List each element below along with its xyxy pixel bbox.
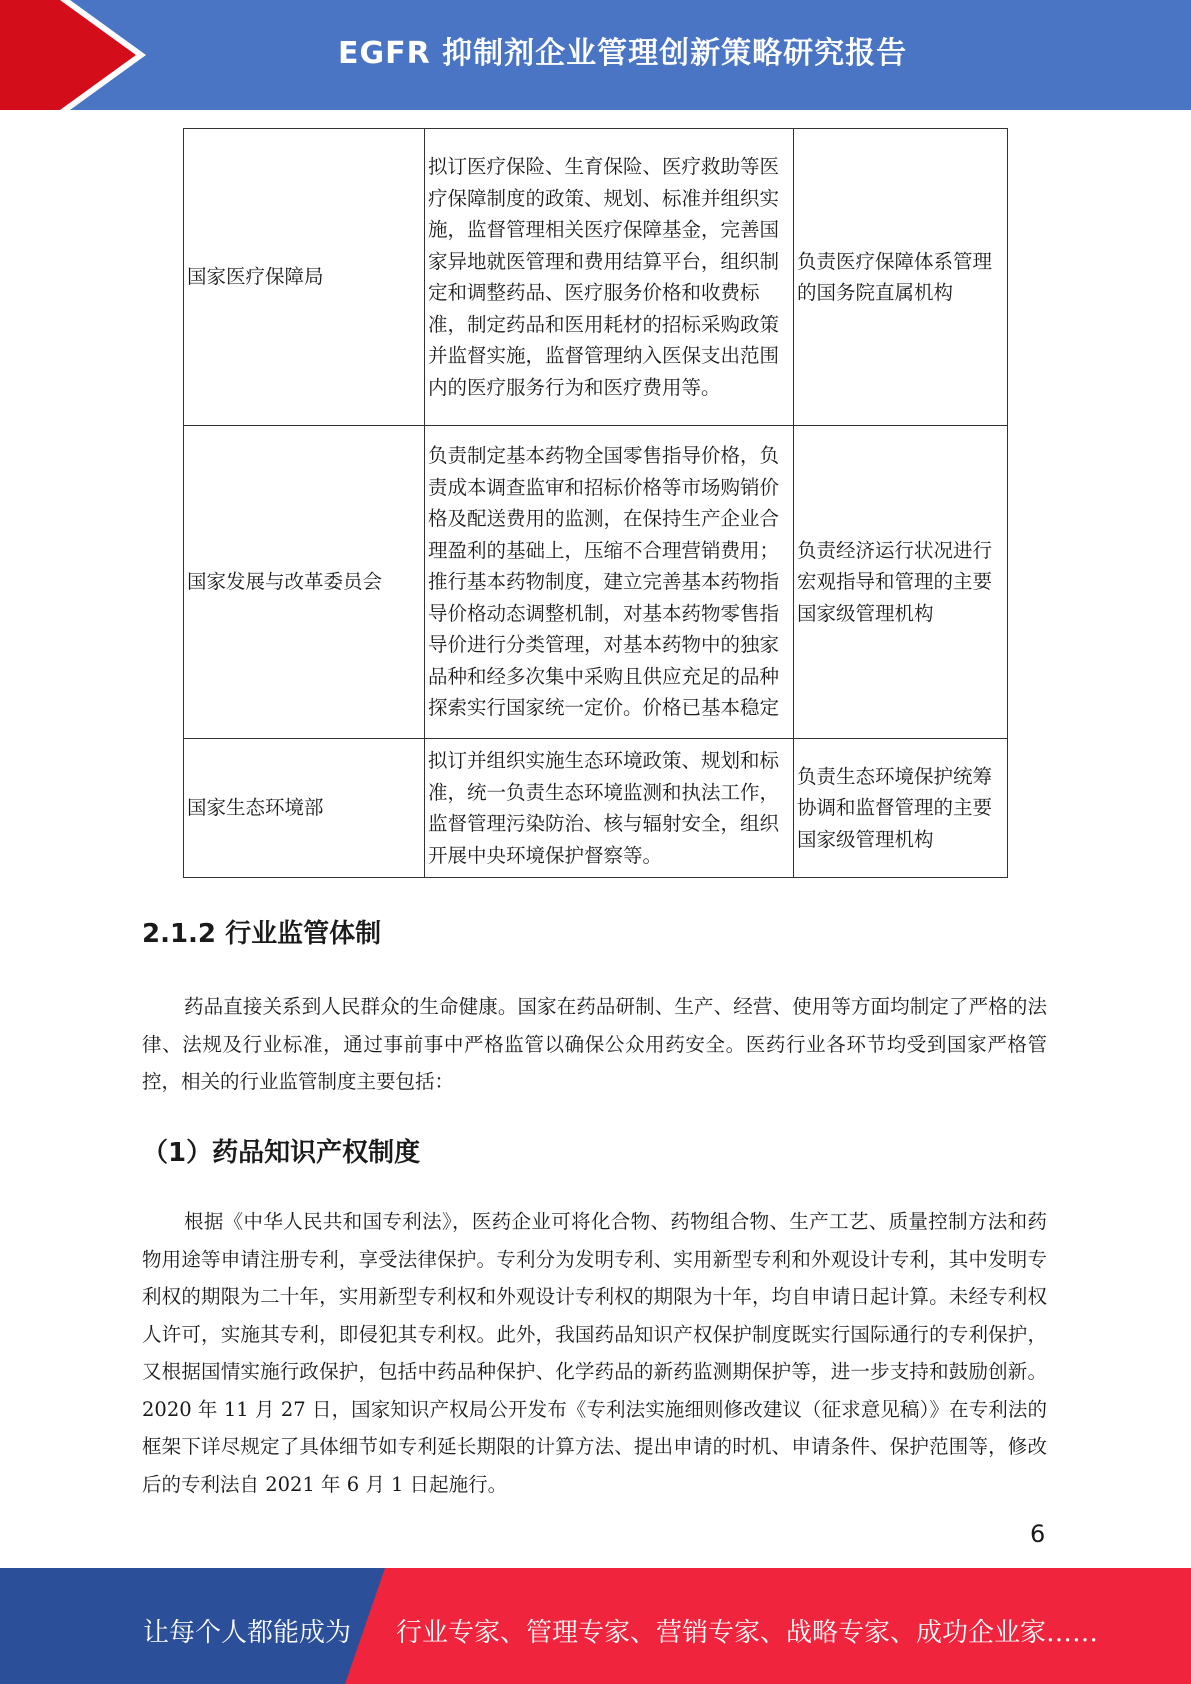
report-footer: [0, 1568, 1191, 1684]
table-row: [184, 739, 1008, 878]
chevron-arrow-icon: [0, 0, 160, 110]
subsection-body-paragraph: 根据《中华人民共和国专利法》，医药企业可将化合物、药物组合物、生产工艺、质量控制方法和药物用途等申请注册专利，享受法律保护。专利分为发明专利、实用新型专利和外观设计专利，其中发明专利权的期限为二十年，实用新型专利权和外观设计专利权的期限为十年，均自申请日起计算。未经专利权人许可，实施其专利，即侵犯其专利权。此外，我国药品知识产权保护制度既实行国际通行的专利保护，又根据国情实施行政保护，包括中药品种保护、化学药品的新药监测期保护等，进一步支持和鼓励创新。2020 年 11 月 27 日，国家知识产权局公开发布《专利法实施细则修改建议（征求意见稿）》在专利法的框架下详尽规定了具体细节如专利延长期限的计算方法、提出申请的时机、申请条件、保护范围等，修改后的专利法自 2021 年 6 月 1 日起施行。: [142, 1210, 1047, 1496]
agency-duties-cell: 负责制定基本药物全国零售指导价格，负责成本调查监审和招标价格等市场购销价格及配送费用的监测，在保持生产企业合理盈利的基础上，压缩不合理营销费用；推行基本药物制度，建立完善基本药物指导价格动态调整机制，对基本药物零售指导价进行分类管理，对基本药物中的独家品种和经多次集中采购且供应充足的品种探索实行国家统一定价。价格已基本稳定: [425, 426, 794, 739]
agency-duties-cell: 拟订医疗保险、生育保险、医疗救助等医疗保障制度的政策、规划、标准并组织实施，监督管理相关医疗保障基金，完善国家异地就医管理和费用结算平台，组织制定和调整药品、医疗服务价格和收费标准，制定药品和医用耗材的招标采购政策并监督实施，监督管理纳入医保支出范围内的医疗服务行为和医疗费用等。: [425, 129, 794, 426]
section-intro-paragraph: 药品直接关系到人民群众的生命健康。国家在药品研制、生产、经营、使用等方面均制定了严格的法律、法规及行业标准，通过事前事中严格监管以确保公众用药安全。医药行业各环节均受到国家严格管控，相关的行业监管制度主要包括：: [142, 995, 1047, 1093]
regulatory-agencies-table: [183, 128, 1008, 878]
report-header: [0, 0, 1191, 110]
agency-role-cell: 负责医疗保障体系管理的国务院直属机构: [794, 129, 1008, 426]
page-number: 6: [1030, 1520, 1046, 1548]
agency-name-cell: 国家生态环境部: [184, 739, 425, 878]
agency-role-cell: 负责经济运行状况进行宏观指导和管理的主要国家级管理机构: [794, 426, 1008, 739]
table-row: [184, 426, 1008, 739]
agency-duties-cell: 拟订并组织实施生态环境政策、规划和标准，统一负责生态环境监测和执法工作，监督管理污染防治、核与辐射安全，组织开展中央环境保护督察等。: [425, 739, 794, 878]
agency-role-cell: 负责生态环境保护统筹协调和监督管理的主要国家级管理机构: [794, 739, 1008, 878]
footer-slogan-right: 行业专家、管理专家、营销专家、战略专家、成功企业家……: [396, 1618, 1099, 1648]
report-title: EGFR 抑制剂企业管理创新策略研究报告: [338, 36, 908, 71]
table-row: [184, 129, 1008, 426]
agency-name-cell: 国家医疗保障局: [184, 129, 425, 426]
subsection-heading: （1）药品知识产权制度: [142, 1138, 421, 1168]
agency-name-cell: 国家发展与改革委员会: [184, 426, 425, 739]
footer-slogan-left: 让每个人都能成为: [143, 1618, 352, 1648]
section-heading: 2.1.2 行业监管体制: [142, 919, 382, 949]
